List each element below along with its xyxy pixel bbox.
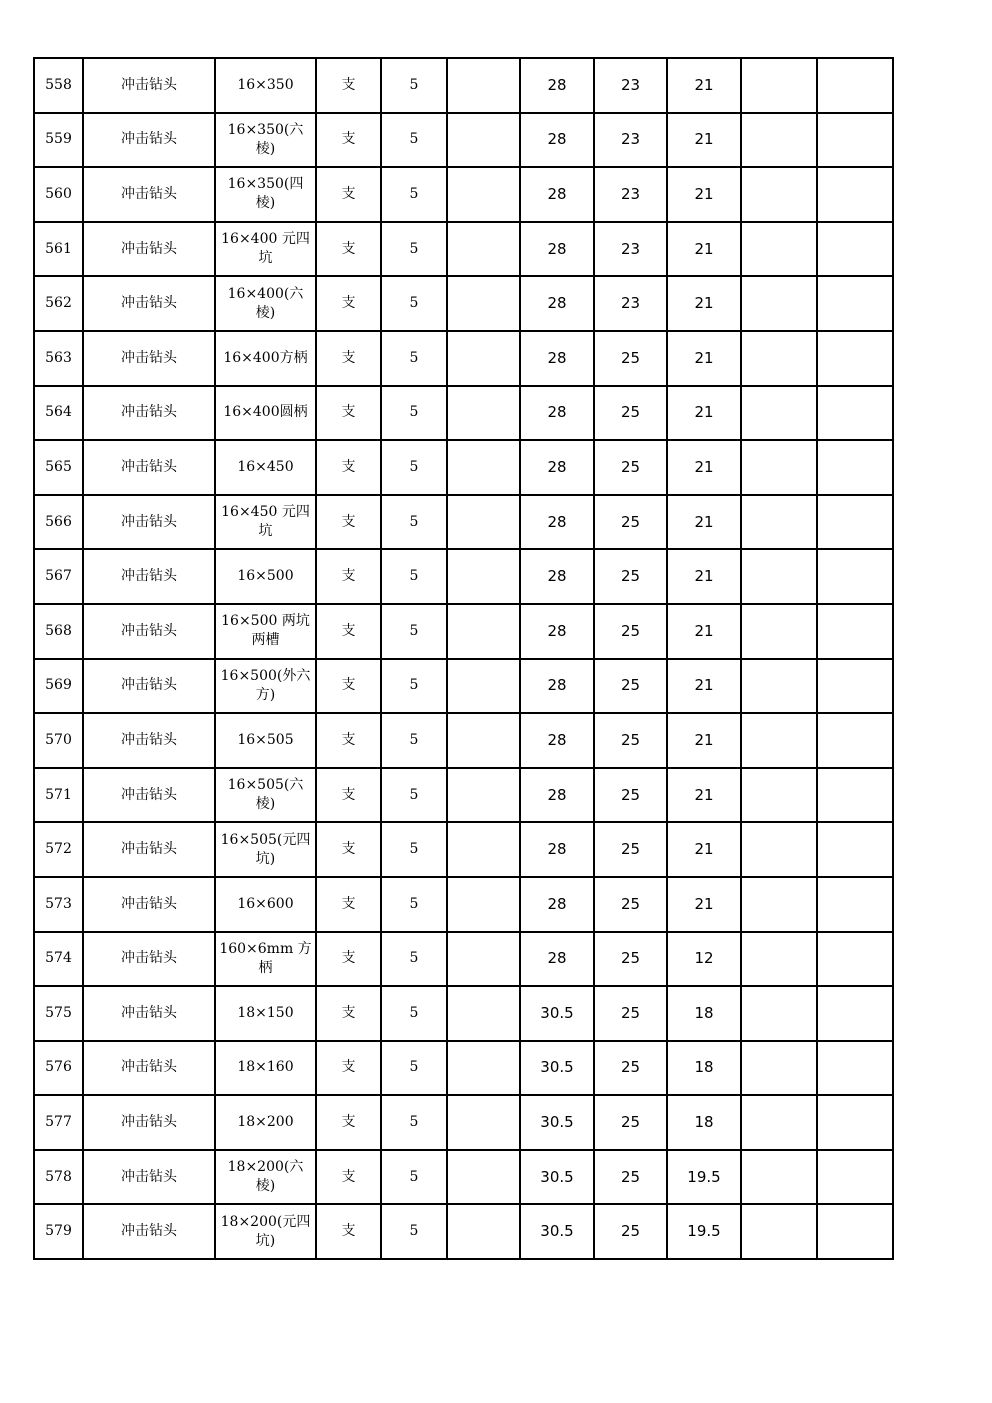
table-row: [34, 768, 893, 823]
cell-empty: [817, 549, 893, 604]
table-row: [34, 549, 893, 604]
table-row: [34, 113, 893, 168]
cell-empty: [741, 713, 817, 768]
cell-item-number: 565: [34, 440, 83, 495]
cell-quantity: 5: [381, 167, 447, 222]
cell-price-1: 28: [520, 659, 594, 714]
cell-product-name: 冲击钻头: [83, 713, 215, 768]
table-body: [34, 58, 893, 1259]
cell-price-1: 30.5: [520, 1095, 594, 1150]
cell-empty: [817, 440, 893, 495]
cell-empty: [741, 113, 817, 168]
cell-specification: 18×150: [215, 986, 316, 1041]
cell-unit: 支: [316, 659, 381, 714]
cell-specification: 16×600: [215, 877, 316, 932]
cell-price-3: 18: [667, 1095, 741, 1150]
cell-item-number: 561: [34, 222, 83, 277]
table-row: [34, 1095, 893, 1150]
cell-price-3: 21: [667, 495, 741, 550]
table-row: [34, 877, 893, 932]
cell-specification: 18×200(六棱): [215, 1150, 316, 1205]
cell-specification: 16×350(六棱): [215, 113, 316, 168]
cell-price-2: 25: [594, 549, 667, 604]
cell-empty: [447, 713, 520, 768]
cell-empty: [447, 877, 520, 932]
cell-price-2: 25: [594, 604, 667, 659]
cell-product-name: 冲击钻头: [83, 604, 215, 659]
cell-empty: [447, 440, 520, 495]
cell-quantity: 5: [381, 113, 447, 168]
cell-price-1: 28: [520, 440, 594, 495]
cell-specification: 18×200: [215, 1095, 316, 1150]
cell-specification: 18×160: [215, 1041, 316, 1096]
cell-price-1: 30.5: [520, 1041, 594, 1096]
cell-empty: [817, 877, 893, 932]
cell-product-name: 冲击钻头: [83, 768, 215, 823]
cell-empty: [817, 113, 893, 168]
cell-price-3: 21: [667, 113, 741, 168]
cell-price-2: 23: [594, 58, 667, 113]
cell-unit: 支: [316, 877, 381, 932]
cell-item-number: 564: [34, 386, 83, 441]
cell-price-2: 25: [594, 1095, 667, 1150]
cell-empty: [447, 276, 520, 331]
cell-item-number: 566: [34, 495, 83, 550]
table-row: [34, 386, 893, 441]
cell-price-1: 28: [520, 276, 594, 331]
cell-empty: [447, 986, 520, 1041]
cell-price-1: 30.5: [520, 986, 594, 1041]
cell-quantity: 5: [381, 276, 447, 331]
cell-product-name: 冲击钻头: [83, 222, 215, 277]
cell-empty: [447, 113, 520, 168]
cell-empty: [817, 1204, 893, 1259]
cell-empty: [817, 986, 893, 1041]
cell-empty: [741, 549, 817, 604]
cell-price-1: 28: [520, 549, 594, 604]
cell-item-number: 567: [34, 549, 83, 604]
cell-unit: 支: [316, 986, 381, 1041]
cell-item-number: 574: [34, 932, 83, 987]
cell-item-number: 578: [34, 1150, 83, 1205]
cell-price-2: 23: [594, 167, 667, 222]
cell-empty: [447, 331, 520, 386]
cell-product-name: 冲击钻头: [83, 331, 215, 386]
cell-product-name: 冲击钻头: [83, 440, 215, 495]
cell-price-1: 28: [520, 822, 594, 877]
cell-empty: [817, 1150, 893, 1205]
cell-item-number: 573: [34, 877, 83, 932]
cell-empty: [741, 167, 817, 222]
price-table: [33, 57, 894, 1260]
cell-empty: [741, 276, 817, 331]
cell-quantity: 5: [381, 659, 447, 714]
cell-specification: 16×500(外六方): [215, 659, 316, 714]
cell-price-2: 25: [594, 713, 667, 768]
cell-unit: 支: [316, 440, 381, 495]
cell-empty: [817, 386, 893, 441]
cell-price-2: 23: [594, 113, 667, 168]
cell-price-3: 21: [667, 713, 741, 768]
cell-price-3: 19.5: [667, 1150, 741, 1205]
cell-empty: [817, 604, 893, 659]
cell-empty: [447, 768, 520, 823]
cell-specification: 16×350: [215, 58, 316, 113]
cell-price-2: 25: [594, 1204, 667, 1259]
cell-product-name: 冲击钻头: [83, 276, 215, 331]
cell-empty: [447, 932, 520, 987]
cell-specification: 16×350(四棱): [215, 167, 316, 222]
cell-unit: 支: [316, 113, 381, 168]
cell-price-3: 21: [667, 877, 741, 932]
cell-empty: [741, 932, 817, 987]
cell-specification: 16×505(六棱): [215, 768, 316, 823]
cell-empty: [741, 604, 817, 659]
cell-empty: [741, 986, 817, 1041]
cell-product-name: 冲击钻头: [83, 1095, 215, 1150]
cell-price-1: 28: [520, 932, 594, 987]
cell-price-2: 25: [594, 495, 667, 550]
cell-empty: [741, 1041, 817, 1096]
table-row: [34, 331, 893, 386]
cell-price-1: 28: [520, 877, 594, 932]
cell-price-2: 25: [594, 877, 667, 932]
cell-specification: 16×505(元四坑): [215, 822, 316, 877]
cell-unit: 支: [316, 1041, 381, 1096]
cell-price-3: 21: [667, 58, 741, 113]
cell-unit: 支: [316, 386, 381, 441]
cell-price-1: 28: [520, 222, 594, 277]
cell-quantity: 5: [381, 549, 447, 604]
cell-price-2: 25: [594, 1041, 667, 1096]
cell-empty: [817, 331, 893, 386]
cell-item-number: 569: [34, 659, 83, 714]
cell-specification: 16×500 两坑两槽: [215, 604, 316, 659]
cell-empty: [741, 1204, 817, 1259]
cell-product-name: 冲击钻头: [83, 167, 215, 222]
cell-empty: [817, 222, 893, 277]
cell-price-1: 28: [520, 495, 594, 550]
cell-specification: 16×400(六棱): [215, 276, 316, 331]
cell-quantity: 5: [381, 1095, 447, 1150]
cell-quantity: 5: [381, 386, 447, 441]
cell-unit: 支: [316, 1204, 381, 1259]
cell-empty: [741, 222, 817, 277]
cell-item-number: 562: [34, 276, 83, 331]
cell-price-2: 25: [594, 331, 667, 386]
cell-unit: 支: [316, 58, 381, 113]
cell-unit: 支: [316, 276, 381, 331]
cell-unit: 支: [316, 495, 381, 550]
cell-empty: [447, 1204, 520, 1259]
cell-empty: [817, 659, 893, 714]
cell-quantity: 5: [381, 768, 447, 823]
cell-price-1: 28: [520, 58, 594, 113]
cell-product-name: 冲击钻头: [83, 822, 215, 877]
cell-empty: [741, 495, 817, 550]
cell-specification: 16×450: [215, 440, 316, 495]
cell-empty: [741, 877, 817, 932]
cell-price-3: 21: [667, 331, 741, 386]
cell-price-3: 21: [667, 440, 741, 495]
cell-empty: [817, 495, 893, 550]
cell-product-name: 冲击钻头: [83, 877, 215, 932]
cell-item-number: 572: [34, 822, 83, 877]
cell-quantity: 5: [381, 1150, 447, 1205]
cell-product-name: 冲击钻头: [83, 58, 215, 113]
table-row: [34, 659, 893, 714]
table-row: [34, 1150, 893, 1205]
cell-price-1: 30.5: [520, 1204, 594, 1259]
cell-empty: [447, 659, 520, 714]
cell-price-1: 28: [520, 604, 594, 659]
cell-unit: 支: [316, 1095, 381, 1150]
cell-product-name: 冲击钻头: [83, 495, 215, 550]
cell-product-name: 冲击钻头: [83, 986, 215, 1041]
cell-unit: 支: [316, 713, 381, 768]
cell-empty: [447, 386, 520, 441]
table-row: [34, 167, 893, 222]
cell-quantity: 5: [381, 440, 447, 495]
cell-product-name: 冲击钻头: [83, 1041, 215, 1096]
cell-product-name: 冲击钻头: [83, 549, 215, 604]
cell-price-3: 21: [667, 222, 741, 277]
cell-empty: [741, 659, 817, 714]
cell-empty: [447, 58, 520, 113]
cell-empty: [741, 1095, 817, 1150]
cell-product-name: 冲击钻头: [83, 113, 215, 168]
cell-price-2: 25: [594, 822, 667, 877]
cell-empty: [741, 386, 817, 441]
cell-price-1: 28: [520, 113, 594, 168]
cell-quantity: 5: [381, 822, 447, 877]
cell-specification: 16×500: [215, 549, 316, 604]
cell-specification: 16×505: [215, 713, 316, 768]
cell-empty: [447, 1041, 520, 1096]
cell-specification: 160×6mm 方柄: [215, 932, 316, 987]
cell-item-number: 558: [34, 58, 83, 113]
cell-item-number: 560: [34, 167, 83, 222]
cell-price-1: 28: [520, 713, 594, 768]
table-row: [34, 986, 893, 1041]
table-row: [34, 1041, 893, 1096]
cell-unit: 支: [316, 549, 381, 604]
cell-unit: 支: [316, 331, 381, 386]
cell-unit: 支: [316, 222, 381, 277]
cell-price-2: 25: [594, 1150, 667, 1205]
cell-price-3: 18: [667, 986, 741, 1041]
cell-empty: [447, 822, 520, 877]
cell-empty: [741, 768, 817, 823]
cell-item-number: 571: [34, 768, 83, 823]
cell-item-number: 577: [34, 1095, 83, 1150]
cell-product-name: 冲击钻头: [83, 932, 215, 987]
cell-price-2: 25: [594, 932, 667, 987]
cell-price-2: 25: [594, 768, 667, 823]
cell-price-1: 28: [520, 768, 594, 823]
table-row: [34, 276, 893, 331]
table-row: [34, 932, 893, 987]
cell-empty: [817, 58, 893, 113]
cell-price-3: 21: [667, 822, 741, 877]
cell-price-3: 21: [667, 167, 741, 222]
table-row: [34, 822, 893, 877]
table-row: [34, 604, 893, 659]
cell-quantity: 5: [381, 877, 447, 932]
cell-quantity: 5: [381, 1204, 447, 1259]
cell-item-number: 568: [34, 604, 83, 659]
table-row: [34, 713, 893, 768]
cell-item-number: 579: [34, 1204, 83, 1259]
cell-product-name: 冲击钻头: [83, 1204, 215, 1259]
table-row: [34, 495, 893, 550]
cell-empty: [447, 549, 520, 604]
cell-empty: [817, 932, 893, 987]
cell-product-name: 冲击钻头: [83, 1150, 215, 1205]
cell-specification: 16×400 元四坑: [215, 222, 316, 277]
cell-empty: [447, 1095, 520, 1150]
cell-empty: [741, 1150, 817, 1205]
cell-empty: [817, 1041, 893, 1096]
cell-empty: [447, 222, 520, 277]
cell-price-2: 25: [594, 986, 667, 1041]
cell-product-name: 冲击钻头: [83, 386, 215, 441]
cell-empty: [447, 167, 520, 222]
cell-item-number: 576: [34, 1041, 83, 1096]
cell-item-number: 563: [34, 331, 83, 386]
cell-price-1: 28: [520, 386, 594, 441]
cell-unit: 支: [316, 1150, 381, 1205]
cell-empty: [817, 276, 893, 331]
cell-price-3: 12: [667, 932, 741, 987]
cell-empty: [817, 1095, 893, 1150]
cell-price-3: 21: [667, 768, 741, 823]
cell-empty: [447, 1150, 520, 1205]
table-row: [34, 1204, 893, 1259]
cell-empty: [741, 822, 817, 877]
table-row: [34, 58, 893, 113]
cell-quantity: 5: [381, 1041, 447, 1096]
cell-quantity: 5: [381, 604, 447, 659]
cell-empty: [447, 495, 520, 550]
cell-price-3: 21: [667, 276, 741, 331]
cell-price-3: 21: [667, 549, 741, 604]
cell-quantity: 5: [381, 58, 447, 113]
cell-price-3: 21: [667, 604, 741, 659]
cell-product-name: 冲击钻头: [83, 659, 215, 714]
cell-item-number: 575: [34, 986, 83, 1041]
cell-unit: 支: [316, 167, 381, 222]
table-row: [34, 440, 893, 495]
cell-empty: [817, 713, 893, 768]
cell-specification: 18×200(元四坑): [215, 1204, 316, 1259]
table-row: [34, 222, 893, 277]
cell-empty: [817, 167, 893, 222]
cell-price-3: 18: [667, 1041, 741, 1096]
cell-quantity: 5: [381, 932, 447, 987]
cell-price-2: 23: [594, 276, 667, 331]
cell-price-3: 21: [667, 386, 741, 441]
cell-empty: [741, 331, 817, 386]
cell-unit: 支: [316, 932, 381, 987]
cell-price-1: 28: [520, 167, 594, 222]
cell-price-2: 23: [594, 222, 667, 277]
cell-item-number: 559: [34, 113, 83, 168]
cell-specification: 16×400圆柄: [215, 386, 316, 441]
cell-quantity: 5: [381, 331, 447, 386]
cell-price-2: 25: [594, 659, 667, 714]
cell-item-number: 570: [34, 713, 83, 768]
cell-specification: 16×450 元四坑: [215, 495, 316, 550]
cell-empty: [817, 768, 893, 823]
cell-unit: 支: [316, 768, 381, 823]
cell-quantity: 5: [381, 495, 447, 550]
cell-price-3: 21: [667, 659, 741, 714]
cell-empty: [741, 58, 817, 113]
cell-empty: [447, 604, 520, 659]
cell-unit: 支: [316, 604, 381, 659]
cell-price-1: 30.5: [520, 1150, 594, 1205]
cell-price-2: 25: [594, 386, 667, 441]
cell-unit: 支: [316, 822, 381, 877]
cell-empty: [817, 822, 893, 877]
cell-quantity: 5: [381, 986, 447, 1041]
cell-quantity: 5: [381, 713, 447, 768]
cell-empty: [741, 440, 817, 495]
cell-quantity: 5: [381, 222, 447, 277]
cell-price-3: 19.5: [667, 1204, 741, 1259]
cell-specification: 16×400方柄: [215, 331, 316, 386]
cell-price-1: 28: [520, 331, 594, 386]
cell-price-2: 25: [594, 440, 667, 495]
